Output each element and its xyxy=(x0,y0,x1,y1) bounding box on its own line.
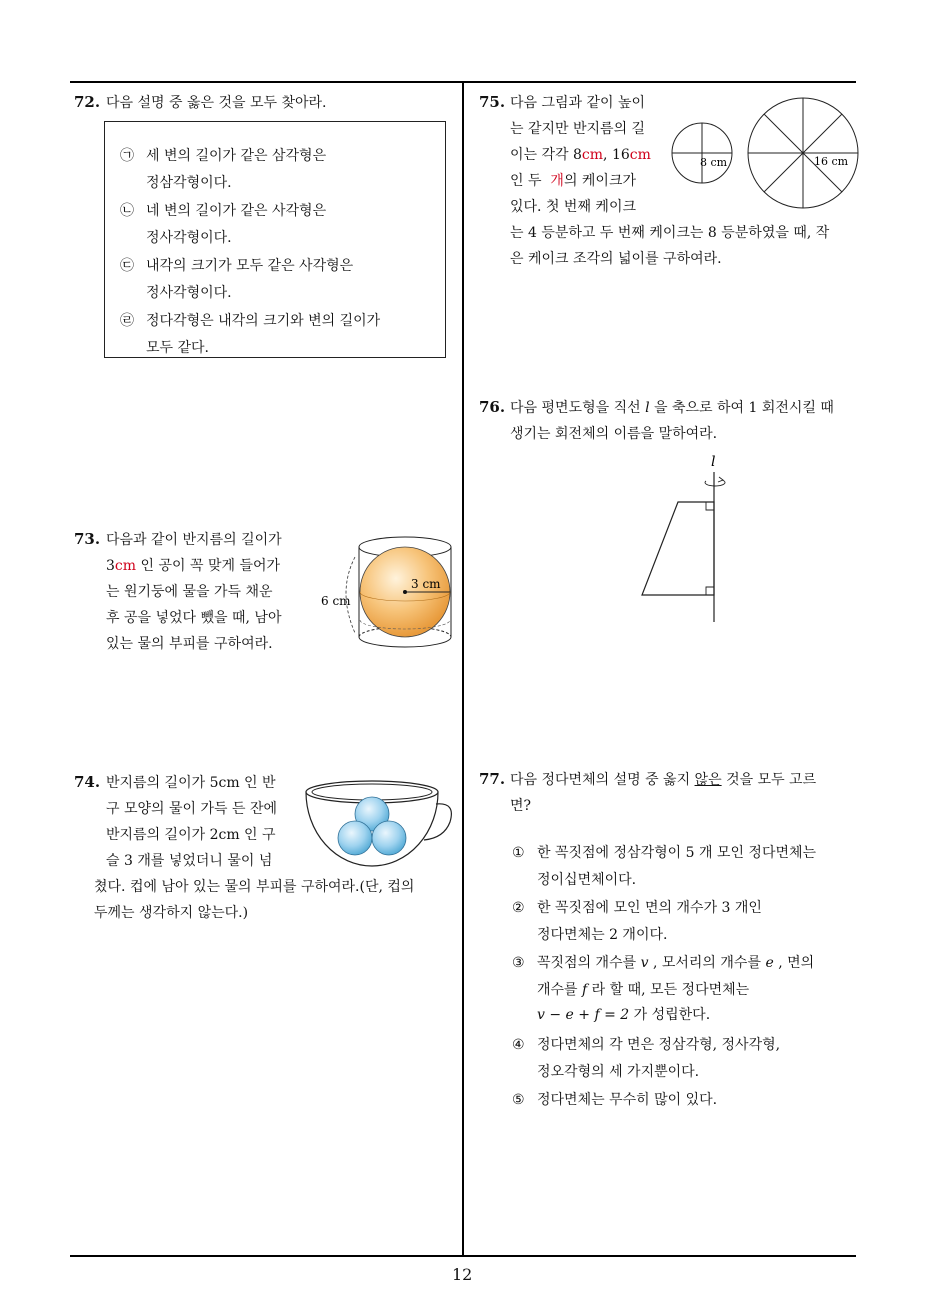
question-text: 후 공을 넣었다 뺐을 때, 남아 xyxy=(106,610,282,626)
question-text: 는 원기둥에 물을 가득 채운 xyxy=(106,584,273,600)
axis-label: l xyxy=(711,454,716,470)
question-stem: 다음 설명 중 옳은 것을 모두 찾아라. xyxy=(106,95,327,111)
text-part: 라 할 때, 모든 정다면체는 xyxy=(591,982,750,998)
option-mark: ⑤ xyxy=(512,1092,525,1108)
cake-figure xyxy=(664,92,864,218)
option-text xyxy=(537,1006,710,1024)
question-text: 반지름의 길이가 2cm 인 구 xyxy=(106,827,276,843)
question-text xyxy=(510,771,816,789)
question-text-cont: 인 공이 꼭 맞게 들어가 xyxy=(140,558,281,574)
text-part: 다음 정다면체의 설명 중 옳지 xyxy=(510,772,691,788)
question-text xyxy=(510,172,636,190)
item-mark: ㉣ xyxy=(120,313,134,329)
question-text: 다음과 같이 반지름의 길이가 xyxy=(106,532,282,548)
option-text: 한 꼭짓점에 정삼각형이 5 개 모인 정다면체는 xyxy=(537,845,817,861)
text-part: 다음 평면도형을 직선 xyxy=(510,400,641,416)
revolution-figure xyxy=(630,450,740,626)
question-text: 다음 그림과 같이 높이 xyxy=(510,95,646,111)
question-text xyxy=(510,146,651,164)
option-text: 한 꼭짓점에 모인 면의 개수가 3 개인 xyxy=(537,900,762,916)
question-number: 77. xyxy=(479,770,506,788)
unit-cm: cm xyxy=(629,147,651,163)
unit-cm: cm xyxy=(114,558,137,574)
separator: , xyxy=(603,147,608,163)
question-text xyxy=(510,399,834,417)
option-text xyxy=(537,981,749,999)
question-number: 72. xyxy=(74,93,101,111)
option-text xyxy=(537,954,814,972)
variable-v: v xyxy=(640,955,649,971)
option-text: 정이십면체이다. xyxy=(537,872,637,888)
question-text: 는 같지만 반지름의 길 xyxy=(510,121,646,137)
unit-cm: cm xyxy=(581,147,604,163)
option-mark: ④ xyxy=(512,1037,525,1053)
text-part: 것을 모두 고르 xyxy=(726,772,817,788)
option-text: 정다면체는 무수히 많이 있다. xyxy=(537,1092,718,1108)
text-part: 을 축으로 하여 1 회전시킬 때 xyxy=(654,400,834,416)
question-text: 반지름의 길이가 5cm 인 반 xyxy=(106,775,276,791)
text-part: 이는 각각 xyxy=(510,147,569,163)
question-text: 두께는 생각하지 않는다.) xyxy=(94,905,249,921)
option-text: 정다면체는 2 개이다. xyxy=(537,927,668,943)
small-radius-label: 8 cm xyxy=(700,156,728,169)
question-number: 76. xyxy=(479,398,506,416)
text-part: 개수를 xyxy=(537,982,578,998)
question-text: 있는 물의 부피를 구하여라. xyxy=(106,636,273,652)
text-part: 꼭짓점의 개수를 xyxy=(537,955,637,971)
item-text: 정사각형이다. xyxy=(146,285,232,301)
cup-marbles-figure xyxy=(300,772,460,870)
option-text: 정오각형의 세 가지뿐이다. xyxy=(537,1064,700,1080)
text-part: , 면의 xyxy=(778,955,815,971)
word-gae: 개 xyxy=(550,173,564,189)
item-mark: ㉠ xyxy=(120,148,134,164)
text-part: , 모서리의 개수를 xyxy=(652,955,761,971)
question-text: 구 모양의 물이 가득 든 잔에 xyxy=(106,801,278,817)
text-part: 인 두 xyxy=(510,173,542,189)
bottom-rule xyxy=(70,1255,856,1257)
euler-formula: v − e + f = 2 xyxy=(537,1007,630,1023)
radius-label: 3 cm xyxy=(411,577,441,591)
radius-value: 3 xyxy=(106,558,115,574)
item-text: 내각의 크기가 모두 같은 사각형은 xyxy=(146,258,354,274)
item-text: 세 변의 길이가 같은 삼각형은 xyxy=(146,148,327,164)
question-text: 생기는 회전체의 이름을 말하여라. xyxy=(510,426,718,442)
option-mark: ② xyxy=(512,900,525,916)
item-mark: ㉢ xyxy=(120,258,134,274)
variable-l: l xyxy=(645,400,650,416)
option-text: 정다면체의 각 면은 정삼각형, 정사각형, xyxy=(537,1037,781,1053)
item-text: 정다각형은 내각의 크기와 변의 길이가 xyxy=(146,313,381,329)
value-8: 8 xyxy=(573,147,582,163)
column-divider xyxy=(462,81,464,1256)
question-text xyxy=(106,557,280,575)
underlined-word: 않은 xyxy=(694,772,722,788)
question-text: 은 케이크 조각의 넓이를 구하여라. xyxy=(510,251,722,267)
option-mark: ① xyxy=(512,845,525,861)
text-part: 의 케이크가 xyxy=(563,173,637,189)
item-mark: ㉡ xyxy=(120,203,134,219)
item-text: 정사각형이다. xyxy=(146,230,232,246)
variable-f: f xyxy=(582,982,588,998)
value-16: 16 xyxy=(611,147,630,163)
item-text: 네 변의 길이가 같은 사각형은 xyxy=(146,203,327,219)
question-text: 는 4 등분하고 두 번째 케이크는 8 등분하였을 때, 작 xyxy=(510,225,830,241)
question-text: 면? xyxy=(510,798,532,814)
item-text: 정삼각형이다. xyxy=(146,175,232,191)
question-number: 73. xyxy=(74,530,101,548)
text-part: 가 성립한다. xyxy=(633,1007,711,1023)
item-text: 모두 같다. xyxy=(146,340,209,356)
question-text: 있다. 첫 번째 케이크 xyxy=(510,199,636,215)
page-number: 12 xyxy=(452,1265,473,1284)
question-text: 슬 3 개를 넣었더니 물이 넘 xyxy=(106,853,273,869)
cylinder-sphere-figure xyxy=(315,525,465,665)
option-mark: ③ xyxy=(512,955,525,971)
large-radius-label: 16 cm xyxy=(814,155,849,168)
height-label: 6 cm xyxy=(321,594,351,608)
variable-e: e xyxy=(765,955,774,971)
question-text: 쳤다. 컵에 남아 있는 물의 부피를 구하여라.(단, 컵의 xyxy=(94,879,415,895)
question-number: 75. xyxy=(479,93,506,111)
question-number: 74. xyxy=(74,773,101,791)
